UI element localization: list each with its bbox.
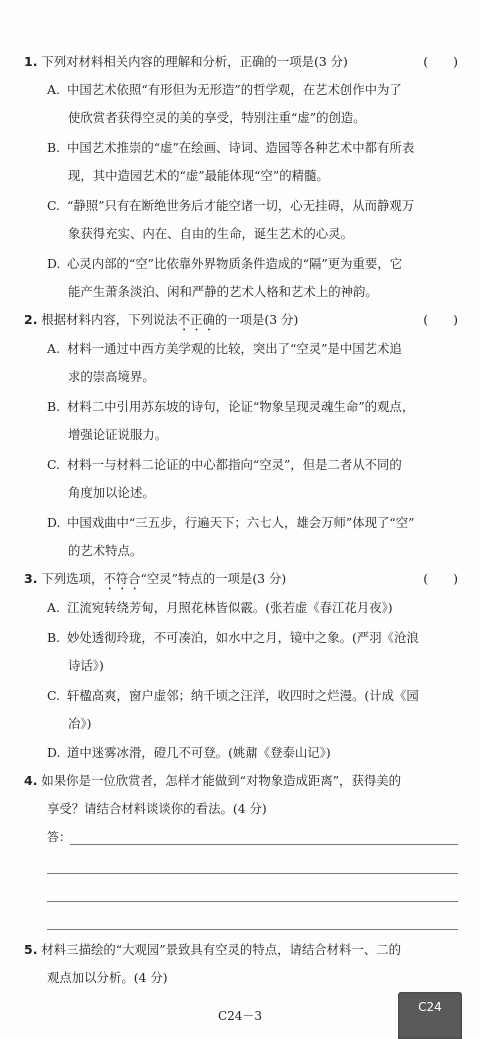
page-number: C24－3 <box>217 1009 263 1023</box>
question-3-text-end: “空灵”特点的一项是(3 分) <box>140 571 287 586</box>
answer-line[interactable] <box>47 873 458 874</box>
option-label: C. <box>47 688 60 703</box>
option-text: 中国艺术推崇的“虚”在绘画、诗词、造园等各种艺术中都有所表 <box>67 140 415 155</box>
emphasis-text: 不符合 <box>103 571 141 586</box>
q2-option-b <box>47 399 414 415</box>
option-label: B. <box>47 140 61 155</box>
option-label: C. <box>47 198 60 213</box>
q1-option-b <box>47 140 414 156</box>
q1-option-c-cont: 象获得充实、内在、自由的生命，诞生艺术的心灵。 <box>68 226 353 241</box>
q2-option-d-cont: 的艺术特点。 <box>68 543 143 558</box>
q2-option-c-cont: 角度加以论述。 <box>68 485 155 500</box>
question-5-stem <box>24 942 401 958</box>
q3-option-d <box>47 745 331 761</box>
q2-option-a <box>47 341 402 357</box>
question-4-stem <box>24 773 401 789</box>
section-tab: C24 <box>398 992 462 1039</box>
q1-option-b-cont: 现，其中造园艺术的“虚”最能体现“空”的精髓。 <box>68 168 329 183</box>
option-text: 材料二中引用苏东坡的诗句，论证“物象呈现灵魂生命”的观点， <box>67 399 415 414</box>
q3-option-a <box>47 600 393 616</box>
question-2-text-end: 的一项是(3 分) <box>214 312 299 327</box>
question-5-number: 5. <box>24 942 38 957</box>
option-label: A. <box>47 341 60 356</box>
question-4-number: 4. <box>24 773 38 788</box>
option-text: 妙处透彻玲珑，不可凑泊，如水中之月，镜中之象。(严羽《沧浪 <box>67 630 419 645</box>
q1-option-d <box>47 256 402 272</box>
answer-line[interactable] <box>47 901 458 902</box>
q1-option-d-cont: 能产生萧条淡泊、闲和严静的艺术人格和艺术上的神韵。 <box>68 284 378 299</box>
answer-line[interactable] <box>47 929 458 930</box>
q3-option-c-cont: 冶》) <box>68 716 92 731</box>
option-text: 江流宛转绕芳甸，月照花林皆似霰。(张若虚《春江花月夜》) <box>67 600 393 615</box>
option-text: 中国艺术依照“有形但为无形造”的哲学观，在艺术创作中为了 <box>67 82 402 97</box>
option-text: 中国戏曲中“三五步，行遍天下；六七人，雄会万师”体现了“空” <box>67 515 415 530</box>
question-3-stem <box>24 571 286 593</box>
q2-option-d <box>47 515 415 531</box>
option-label: D. <box>47 515 61 530</box>
question-1-number: 1. <box>24 54 38 69</box>
q1-option-a-cont: 使欣赏者获得空灵的美的享受，特别注重“虚”的创造。 <box>68 110 366 125</box>
question-3-answer-paren: ( ) <box>423 571 458 586</box>
question-2-stem <box>24 312 298 334</box>
option-label: C. <box>47 457 60 472</box>
answer-label: 答： <box>47 830 72 844</box>
q1-option-a <box>47 82 402 98</box>
question-1-text: 下列对材料相关内容的理解和分析，正确的一项是(3 分) <box>41 54 348 69</box>
option-text: 材料一通过中西方美学观的比较，突出了“空灵”是中国艺术追 <box>67 341 402 356</box>
q3-option-b <box>47 630 419 646</box>
question-2-text: 根据材料内容，下列说法 <box>41 312 178 327</box>
option-label: A. <box>47 82 60 97</box>
option-text: 轩楹高爽，窗户虚邻；纳千顷之汪洋，收四时之烂漫。(计成《园 <box>67 688 419 703</box>
q2-option-c <box>47 457 402 473</box>
option-label: D. <box>47 256 61 271</box>
question-1-answer-paren: ( ) <box>423 54 458 69</box>
option-text: 材料一与材料二论证的中心都指向“空灵”，但是二者从不同的 <box>67 457 402 472</box>
question-4-text-cont: 享受？请结合材料谈谈你的看法。(4 分) <box>47 801 267 816</box>
option-label: A. <box>47 600 60 615</box>
question-5-text: 材料三描绘的“大观园”景致具有空灵的特点，请结合材料一、二的 <box>41 942 402 957</box>
emphasis-text: 不正确 <box>177 312 215 327</box>
question-4-text: 如果你是一位欣赏者，怎样才能做到“对物象造成距离”，获得美的 <box>41 773 402 788</box>
question-2-number: 2. <box>24 312 38 327</box>
question-3-text: 下列选项， <box>41 571 104 586</box>
q2-option-b-cont: 增强论证说服力。 <box>68 427 168 442</box>
q3-option-b-cont: 诗话》) <box>68 658 104 673</box>
option-label: B. <box>47 630 61 645</box>
question-5-text-cont: 观点加以分析。(4 分) <box>47 970 168 985</box>
q3-option-c <box>47 688 419 704</box>
answer-line[interactable] <box>70 844 458 845</box>
question-3-number: 3. <box>24 571 38 586</box>
question-2-answer-paren: ( ) <box>423 312 458 327</box>
q2-option-a-cont: 求的崇高境界。 <box>68 369 155 384</box>
question-1-stem <box>24 54 348 70</box>
option-text: “静照”只有在断绝世务后才能空诸一切，心无挂碍，从而静观万 <box>67 198 415 213</box>
q1-option-c <box>47 198 414 214</box>
option-label: B. <box>47 399 61 414</box>
option-text: 心灵内部的“空”比依靠外界物质条件造成的“隔”更为重要，它 <box>67 256 403 271</box>
option-text: 道中迷雾冰滑，磴几不可登。(姚鼐《登泰山记》) <box>67 745 331 760</box>
option-label: D. <box>47 745 61 760</box>
